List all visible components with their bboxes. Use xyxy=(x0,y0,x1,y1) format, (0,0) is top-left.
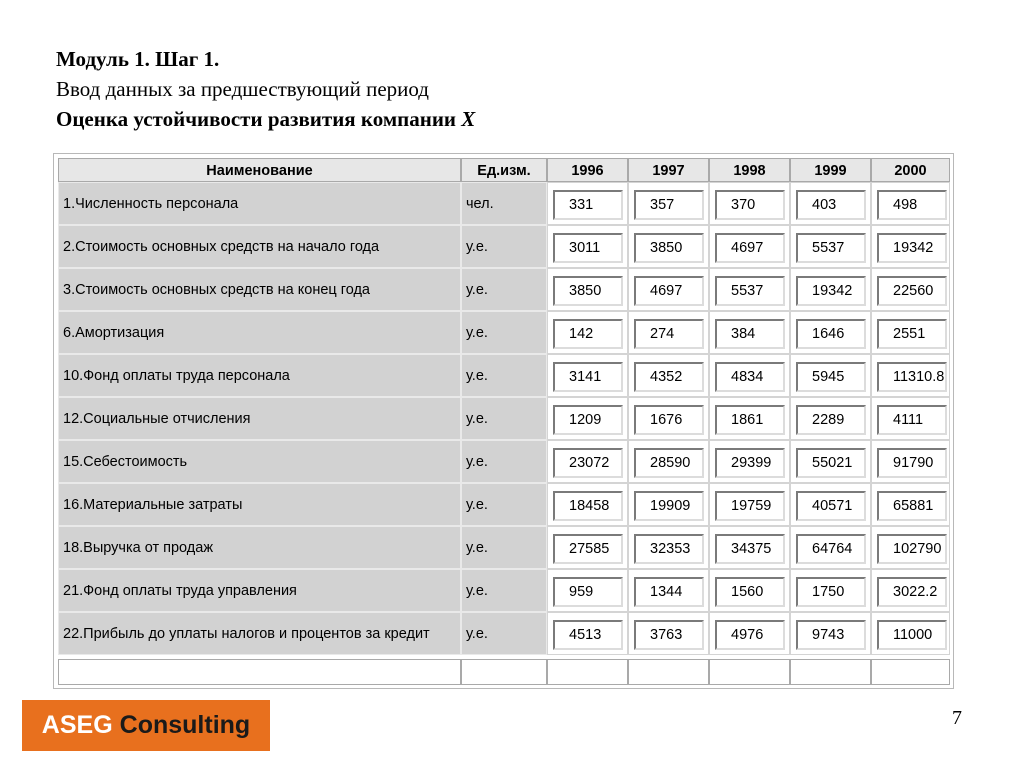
value-input-1997[interactable]: 4697 xyxy=(634,276,704,306)
page-number: 7 xyxy=(952,707,962,729)
value-cell xyxy=(628,612,709,655)
value-cell xyxy=(790,440,871,483)
value-cell xyxy=(547,569,628,612)
value-input-1997[interactable]: 19909 xyxy=(634,491,704,521)
row-label: 15.Себестоимость xyxy=(58,440,461,483)
unit-label: у.е. xyxy=(461,569,547,612)
value-cell xyxy=(709,440,790,483)
value-cell xyxy=(709,354,790,397)
row-label: 3.Стоимость основных средств на конец года xyxy=(58,268,461,311)
value-cell xyxy=(871,311,950,354)
value-input-1998[interactable]: 5537 xyxy=(715,276,785,306)
value-cell xyxy=(790,225,871,268)
value-cell xyxy=(871,440,950,483)
empty-row-cell xyxy=(709,659,790,685)
value-input-1996[interactable]: 4513 xyxy=(553,620,623,650)
value-cell xyxy=(709,569,790,612)
value-cell xyxy=(871,268,950,311)
row-label: 22.Прибыль до уплаты налогов и процентов за кредит xyxy=(58,612,461,655)
value-input-1997[interactable]: 28590 xyxy=(634,448,704,478)
unit-label: у.е. xyxy=(461,354,547,397)
value-input-1996[interactable]: 3011 xyxy=(553,233,623,263)
value-cell xyxy=(547,397,628,440)
value-cell xyxy=(790,526,871,569)
unit-label: у.е. xyxy=(461,612,547,655)
row-label: 12.Социальные отчисления xyxy=(58,397,461,440)
value-input-1998[interactable]: 384 xyxy=(715,319,785,349)
value-cell xyxy=(871,483,950,526)
value-input-1996[interactable]: 27585 xyxy=(553,534,623,564)
value-cell xyxy=(547,268,628,311)
value-cell xyxy=(547,354,628,397)
value-cell xyxy=(871,182,950,225)
value-input-1997[interactable]: 3850 xyxy=(634,233,704,263)
value-cell xyxy=(790,483,871,526)
value-cell xyxy=(790,354,871,397)
value-input-1998[interactable]: 4697 xyxy=(715,233,785,263)
value-cell xyxy=(871,354,950,397)
value-input-1999[interactable]: 40571 xyxy=(796,491,866,521)
value-input-2000[interactable]: 4111 xyxy=(877,405,947,435)
value-input-1997[interactable]: 274 xyxy=(634,319,704,349)
slide-heading xyxy=(56,44,475,134)
value-cell xyxy=(871,526,950,569)
value-cell xyxy=(871,569,950,612)
year-header-1997: 1997 xyxy=(628,158,709,182)
assessment-title xyxy=(56,104,475,134)
value-input-1999[interactable]: 55021 xyxy=(796,448,866,478)
unit-label: у.е. xyxy=(461,483,547,526)
value-input-1997[interactable]: 357 xyxy=(634,190,704,220)
value-cell xyxy=(547,440,628,483)
empty-row-cell xyxy=(58,659,461,685)
value-input-2000[interactable]: 498 xyxy=(877,190,947,220)
row-label: 1.Численность персонала xyxy=(58,182,461,225)
empty-row-cell xyxy=(461,659,547,685)
unit-label: у.е. xyxy=(461,397,547,440)
empty-row-cell xyxy=(547,659,628,685)
value-cell xyxy=(547,182,628,225)
value-cell xyxy=(709,268,790,311)
year-header-1996: 1996 xyxy=(547,158,628,182)
value-input-1997[interactable]: 3763 xyxy=(634,620,704,650)
company-logo xyxy=(22,700,270,751)
assessment-title-text: Оценка устойчивости развития компании xyxy=(56,107,462,131)
value-input-1999[interactable]: 2289 xyxy=(796,405,866,435)
row-label: 18.Выручка от продаж xyxy=(58,526,461,569)
empty-row-cell xyxy=(790,659,871,685)
value-cell xyxy=(871,612,950,655)
value-input-1996[interactable]: 3141 xyxy=(553,362,623,392)
value-input-1996[interactable]: 3850 xyxy=(553,276,623,306)
value-input-2000[interactable]: 3022.2 xyxy=(877,577,947,607)
unit-label: у.е. xyxy=(461,225,547,268)
unit-label: у.е. xyxy=(461,526,547,569)
value-input-1997[interactable]: 1344 xyxy=(634,577,704,607)
value-cell xyxy=(628,483,709,526)
empty-row-cell xyxy=(871,659,950,685)
value-cell xyxy=(709,612,790,655)
value-cell xyxy=(790,268,871,311)
value-input-1999[interactable]: 5945 xyxy=(796,362,866,392)
value-cell xyxy=(709,483,790,526)
value-input-1999[interactable]: 9743 xyxy=(796,620,866,650)
value-cell xyxy=(790,397,871,440)
unit-label: у.е. xyxy=(461,440,547,483)
value-input-1998[interactable]: 4976 xyxy=(715,620,785,650)
value-cell xyxy=(628,526,709,569)
value-input-2000[interactable]: 11310.8 xyxy=(877,362,947,392)
value-cell xyxy=(790,311,871,354)
value-input-1999[interactable]: 5537 xyxy=(796,233,866,263)
year-header-2000: 2000 xyxy=(871,158,950,182)
value-input-1999[interactable]: 1646 xyxy=(796,319,866,349)
value-input-1997[interactable]: 1676 xyxy=(634,405,704,435)
value-cell xyxy=(709,397,790,440)
value-input-1998[interactable]: 1861 xyxy=(715,405,785,435)
value-cell xyxy=(628,182,709,225)
value-cell xyxy=(628,311,709,354)
value-input-1996[interactable]: 142 xyxy=(553,319,623,349)
value-input-1996[interactable]: 1209 xyxy=(553,405,623,435)
value-cell xyxy=(547,225,628,268)
unit-label: у.е. xyxy=(461,268,547,311)
value-input-1996[interactable]: 18458 xyxy=(553,491,623,521)
value-input-2000[interactable]: 102790 xyxy=(877,534,947,564)
year-header-1998: 1998 xyxy=(709,158,790,182)
value-input-1999[interactable]: 19342 xyxy=(796,276,866,306)
value-cell xyxy=(709,311,790,354)
value-cell xyxy=(871,397,950,440)
value-input-2000[interactable]: 19342 xyxy=(877,233,947,263)
value-input-2000[interactable]: 11000 xyxy=(877,620,947,650)
value-input-1998[interactable]: 34375 xyxy=(715,534,785,564)
value-cell xyxy=(709,225,790,268)
value-cell xyxy=(628,397,709,440)
value-input-1998[interactable]: 4834 xyxy=(715,362,785,392)
value-cell xyxy=(628,225,709,268)
value-input-1996[interactable]: 331 xyxy=(553,190,623,220)
value-cell xyxy=(709,526,790,569)
row-label: 10.Фонд оплаты труда персонала xyxy=(58,354,461,397)
row-label: 2.Стоимость основных средств на начало года xyxy=(58,225,461,268)
value-input-1998[interactable]: 19759 xyxy=(715,491,785,521)
value-input-1999[interactable]: 1750 xyxy=(796,577,866,607)
row-label: 6.Амортизация xyxy=(58,311,461,354)
value-input-2000[interactable]: 2551 xyxy=(877,319,947,349)
name-header: Наименование xyxy=(58,158,461,182)
module-title: Модуль 1. Шаг 1. xyxy=(56,47,220,71)
value-cell xyxy=(547,612,628,655)
value-cell xyxy=(790,569,871,612)
value-cell xyxy=(628,440,709,483)
value-cell xyxy=(709,182,790,225)
unit-label: чел. xyxy=(461,182,547,225)
value-cell xyxy=(790,182,871,225)
value-cell xyxy=(547,483,628,526)
row-label: 16.Материальные затраты xyxy=(58,483,461,526)
value-cell xyxy=(628,268,709,311)
row-label: 21.Фонд оплаты труда управления xyxy=(58,569,461,612)
data-entry-table xyxy=(53,153,954,689)
value-input-1999[interactable]: 403 xyxy=(796,190,866,220)
value-input-1997[interactable]: 32353 xyxy=(634,534,704,564)
logo-word-aseg: ASEG xyxy=(41,711,113,739)
step-subtitle: Ввод данных за предшествующий период xyxy=(56,77,429,101)
empty-row-cell xyxy=(628,659,709,685)
year-header-1999: 1999 xyxy=(790,158,871,182)
value-input-1998[interactable]: 370 xyxy=(715,190,785,220)
value-cell xyxy=(790,612,871,655)
company-name: X xyxy=(461,107,476,131)
value-cell xyxy=(547,526,628,569)
value-input-2000[interactable]: 22560 xyxy=(877,276,947,306)
value-input-2000[interactable]: 91790 xyxy=(877,448,947,478)
value-cell xyxy=(628,354,709,397)
unit-label: у.е. xyxy=(461,311,547,354)
logo-word-consulting: Consulting xyxy=(119,711,251,739)
value-input-1999[interactable]: 64764 xyxy=(796,534,866,564)
value-input-1996[interactable]: 959 xyxy=(553,577,623,607)
value-input-1997[interactable]: 4352 xyxy=(634,362,704,392)
value-input-2000[interactable]: 65881 xyxy=(877,491,947,521)
value-input-1996[interactable]: 23072 xyxy=(553,448,623,478)
value-cell xyxy=(628,569,709,612)
value-input-1998[interactable]: 1560 xyxy=(715,577,785,607)
unit-header: Ед.изм. xyxy=(461,158,547,182)
value-cell xyxy=(871,225,950,268)
value-input-1998[interactable]: 29399 xyxy=(715,448,785,478)
value-cell xyxy=(547,311,628,354)
